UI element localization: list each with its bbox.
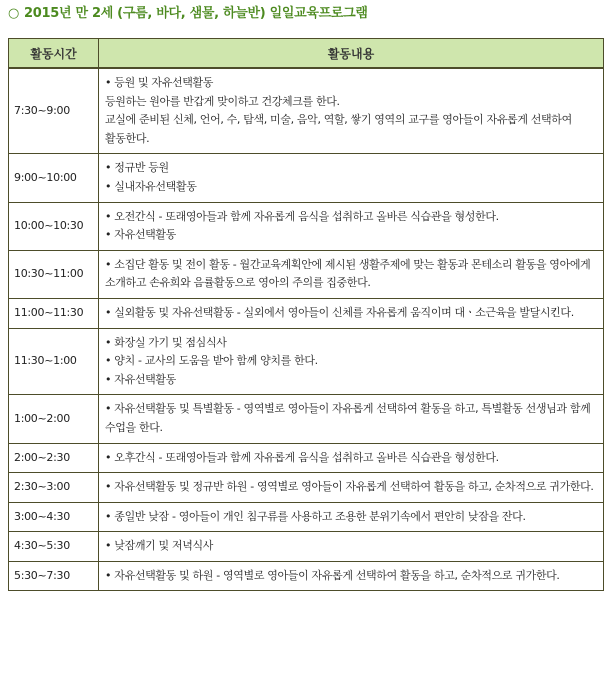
time-cell: 9:00~10:00 <box>9 154 99 202</box>
time-cell: 11:30~1:00 <box>9 328 99 395</box>
activity-line: • 자유선택활동 및 하원 - 영역별로 영아들이 자유롭게 선택하여 활동을 하고, 순차적으로 귀가한다. <box>105 567 597 586</box>
activity-cell <box>99 202 604 250</box>
table-row <box>9 473 604 503</box>
activity-line: • 오후간식 - 또래영아들과 함께 자유롭게 음식을 섭취하고 올바른 식습관을 형성한다. <box>105 449 597 468</box>
activity-line: • 등원 및 자유선택활동 <box>105 74 597 93</box>
table-row <box>9 561 604 591</box>
activity-cell <box>99 443 604 473</box>
time-cell: 2:00~2:30 <box>9 443 99 473</box>
time-cell: 3:00~4:30 <box>9 502 99 532</box>
title-bullet: ○ <box>8 6 20 21</box>
table-row <box>9 250 604 298</box>
time-cell: 11:00~11:30 <box>9 298 99 328</box>
time-cell: 1:00~2:00 <box>9 395 99 443</box>
activity-line: • 화장실 가기 및 점심식사 <box>105 334 597 353</box>
activity-cell <box>99 154 604 202</box>
activity-cell <box>99 328 604 395</box>
schedule-body <box>9 68 604 591</box>
activity-cell <box>99 250 604 298</box>
activity-cell <box>99 298 604 328</box>
table-row <box>9 532 604 562</box>
time-cell: 4:30~5:30 <box>9 532 99 562</box>
schedule-table <box>8 38 604 591</box>
activity-line: • 자유선택활동 <box>105 371 597 390</box>
activity-line: • 실외활동 및 자유선택활동 - 실외에서 영아들이 신체를 자유롭게 움직이며 대ㆍ소근육을 발달시킨다. <box>105 304 597 323</box>
activity-line: • 소집단 활동 및 전이 활동 - 월간교육계획안에 제시된 생활주제에 맞는 활동과 몬테소리 활동을 영아에게 소개하고 손유희와 음률활동으로 영아의 주의를 집중한다. <box>105 256 597 293</box>
activity-line: • 실내자유선택활동 <box>105 178 597 197</box>
activity-cell <box>99 473 604 503</box>
activity-line: • 양치 - 교사의 도움을 받아 함께 양치를 한다. <box>105 352 597 371</box>
table-row <box>9 328 604 395</box>
title-text: 2015년 만 2세 (구름, 바다, 샘물, 하늘반) 일일교육프로그램 <box>24 6 368 21</box>
activity-line: • 종일반 낮잠 - 영아들이 개인 침구류를 사용하고 조용한 분위기속에서 편안히 낮잠을 잔다. <box>105 508 597 527</box>
header-content: 활동내용 <box>99 39 604 69</box>
activity-line: • 정규반 등원 <box>105 159 597 178</box>
activity-line: • 낮잠깨기 및 저녁식사 <box>105 537 597 556</box>
time-cell: 10:00~10:30 <box>9 202 99 250</box>
time-cell: 5:30~7:30 <box>9 561 99 591</box>
table-header-row <box>9 39 604 69</box>
table-row <box>9 154 604 202</box>
activity-cell <box>99 68 604 154</box>
activity-cell <box>99 395 604 443</box>
time-cell: 2:30~3:00 <box>9 473 99 503</box>
activity-line: 등원하는 원아를 반갑게 맞이하고 건강체크를 한다. <box>105 94 340 108</box>
activity-cell <box>99 561 604 591</box>
table-row <box>9 443 604 473</box>
activity-cell <box>99 502 604 532</box>
activity-line: • 자유선택활동 및 특별활동 - 영역별로 영아들이 자유롭게 선택하여 활동을 하고, 특별활동 선생님과 함께 수업을 한다. <box>105 400 597 437</box>
table-row <box>9 68 604 154</box>
page-title <box>8 2 368 22</box>
activity-line: • 오전간식 - 또래영아들과 함께 자유롭게 음식을 섭취하고 올바른 식습관을 형성한다. <box>105 208 597 227</box>
table-row <box>9 395 604 443</box>
activity-line: 교실에 준비된 신체, 언어, 수, 탐색, 미술, 음악, 역할, 쌓기 영역의 교구를 영아들이 자유롭게 선택하여 활동한다. <box>105 113 572 145</box>
table-row <box>9 502 604 532</box>
activity-line: • 자유선택활동 및 정규반 하원 - 영역별로 영아들이 자유롭게 선택하여 활동을 하고, 순차적으로 귀가한다. <box>105 478 597 497</box>
time-cell: 7:30~9:00 <box>9 68 99 154</box>
activity-line: • 자유선택활동 <box>105 226 597 245</box>
time-cell: 10:30~11:00 <box>9 250 99 298</box>
header-time: 활동시간 <box>9 39 99 69</box>
activity-cell <box>99 532 604 562</box>
table-row <box>9 202 604 250</box>
table-row <box>9 298 604 328</box>
